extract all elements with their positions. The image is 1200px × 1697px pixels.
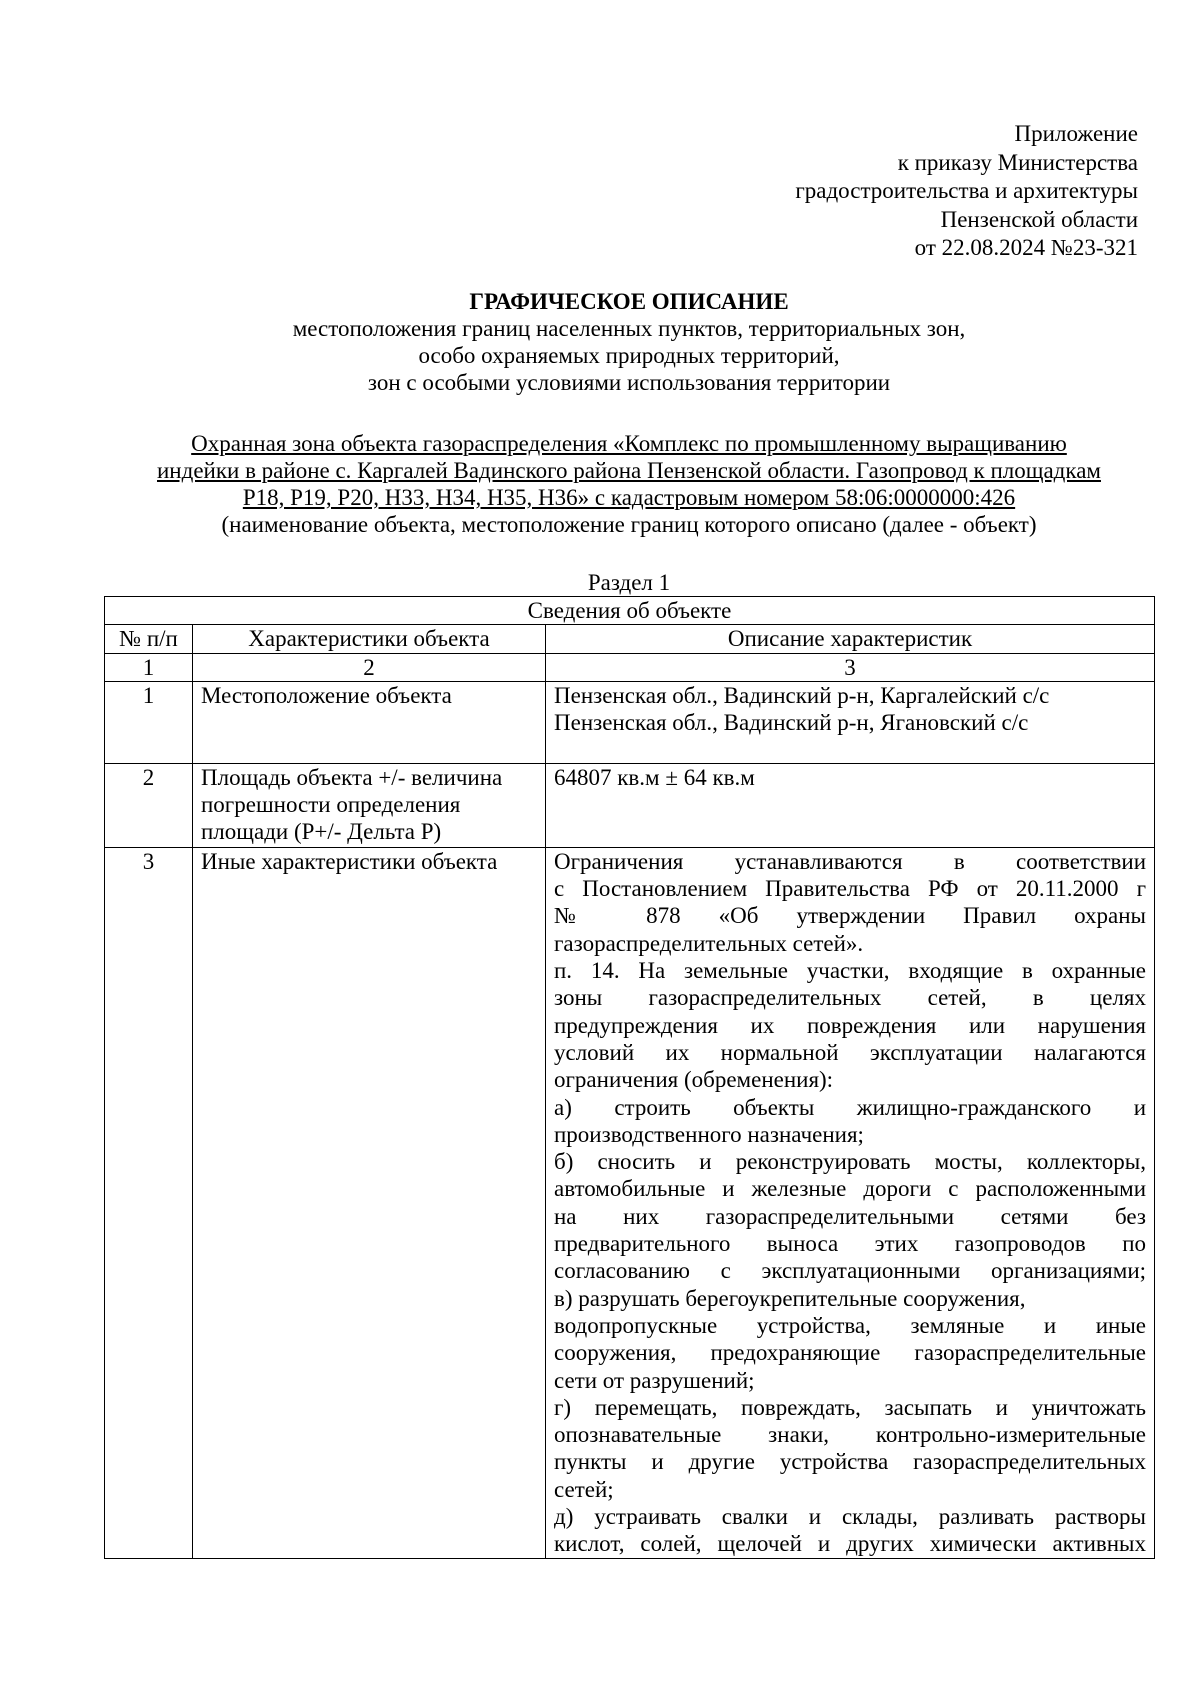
approval-line: градостроительства и архитектуры [795,178,1138,203]
description-line: пункты и другие устройства газораспределительных [554,1449,1147,1475]
description-line: опознавательные знаки, контрольно-измерительные [554,1422,1147,1448]
approval-line: к приказу Министерства [897,149,1138,175]
column-header: № п/п [105,625,193,653]
object-name-line: Р18, Р19, Р20, Н33, Н34, Н35, Н36» с кадастровым номером 58:06:0000000:426 [242,485,1016,510]
table-row [105,763,1155,847]
column-number-row [105,653,1155,681]
row-characteristic [193,763,546,847]
characteristic-line: Площадь объекта +/- величина [201,764,503,790]
column-number: 3 [546,653,1155,681]
description-line: кислот, солей, щелочей и других химически активных [554,1531,1147,1557]
description-line: № 878 «Об утверждении Правил охраны [554,903,1147,929]
characteristic-line: погрешности определения [201,792,461,818]
row-description [546,847,1155,1558]
description-line: сооружения, предохраняющие газораспределительные [554,1340,1147,1366]
description-line: ограничения (обременения): [554,1067,834,1093]
document-subtitle: местоположения границ населенных пунктов, территориальных зон, [292,316,966,341]
description-line: д) устраивать свалки и склады, разливать растворы [554,1504,1147,1530]
document-subtitle: особо охраняемых природных территорий, [418,343,840,368]
row-description [546,681,1155,763]
row-number: 3 [105,847,193,1558]
approval-line: Пензенской области [940,206,1138,232]
table-title-row [105,597,1155,625]
description-line: сетей; [554,1476,614,1502]
approval-date: от 22.08.2024 №23-321 [914,235,1138,260]
row-number: 1 [105,681,193,763]
description-line: на них газораспределительными сетями без [554,1203,1147,1229]
description-line: Пензенская обл., Вадинский р-н, Ягановский с/с [554,710,1029,736]
description-line: условий их нормальной эксплуатации налагаются [554,1039,1147,1065]
description-line: производственного назначения; [554,1121,864,1147]
document-title-block [104,288,1154,396]
document-subtitle: зон с особыми условиями использования территории [367,370,891,395]
description-line: б) сносить и реконструировать мосты, коллекторы, [554,1149,1147,1175]
description-line: сети от разрушений; [554,1367,755,1393]
description-line: п. 14. На земельные участки, входящие в охранные [554,958,1147,984]
description-line: водопропускные устройства, земляные и иные [554,1312,1147,1338]
description-line: с Постановлением Правительства РФ от 20.11.2000 г [554,876,1147,902]
approval-stamp [795,120,1138,263]
column-number: 2 [193,653,546,681]
object-info-table [104,596,1155,1559]
table-row [105,847,1155,1558]
approval-line: Приложение [1014,121,1138,146]
section-label: Раздел 1 [587,570,671,595]
table-title: Сведения об объекте [105,597,1155,625]
description-line: Пензенская обл., Вадинский р-н, Каргалейский с/с [554,682,1050,708]
description-line: 64807 кв.м ± 64 кв.м [554,764,755,790]
row-characteristic: Иные характеристики объекта [193,847,546,1558]
description-line: автомобильные и железные дороги с расположенными [554,1176,1147,1202]
description-line: газораспределительных сетей». [554,930,864,956]
description-line: а) строить объекты жилищно-гражданского и [554,1094,1147,1120]
document-title: ГРАФИЧЕСКОЕ ОПИСАНИЕ [469,289,789,314]
object-name-note: (наименование объекта, местоположение границ которого описано (далее - объект) [221,512,1037,537]
object-name-block [104,430,1154,538]
column-number: 1 [105,653,193,681]
table-header-row [105,625,1155,653]
row-description [546,763,1155,847]
column-header: Характеристики объекта [193,625,546,653]
column-header: Описание характеристик [546,625,1155,653]
row-number: 2 [105,763,193,847]
object-name-line: индейки в районе с. Каргалей Вадинского района Пензенской области. Газопровод к площадкам [157,458,1101,483]
description-line: предварительного выноса этих газопроводов по [554,1231,1147,1257]
table-row [105,681,1155,763]
description-line: в) разрушать берегоукрепительные сооружения, [554,1285,1026,1311]
description-line: Ограничения устанавливаются в соответствии [554,848,1147,874]
description-line: г) перемещать, повреждать, засыпать и уничтожать [554,1394,1147,1420]
row-characteristic: Местоположение объекта [193,681,546,763]
characteristic-line: площади (Р+/- Дельта Р) [201,819,442,845]
object-name-line: Охранная зона объекта газораспределения «Комплекс по промышленному выращиванию [191,431,1067,456]
description-line: согласованию с эксплуатационными организациями; [554,1258,1147,1284]
description-line: предупреждения их повреждения или нарушения [554,1012,1147,1038]
description-line: зоны газораспределительных сетей, в целях [554,985,1147,1011]
